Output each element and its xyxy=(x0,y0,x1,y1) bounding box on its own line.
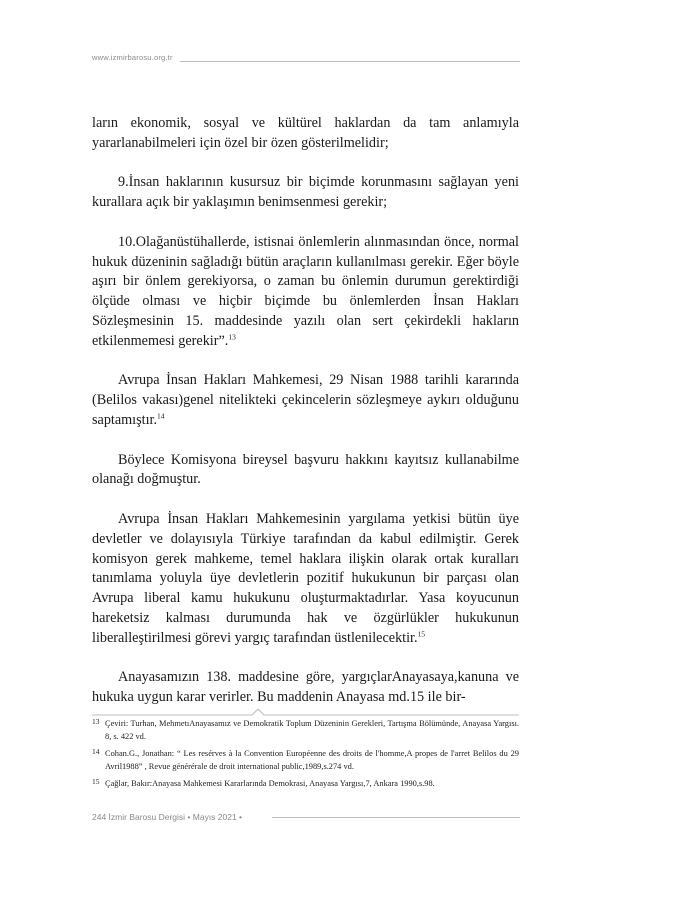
footnote-separator xyxy=(92,707,519,716)
paragraph-text: ların ekonomik, sosyal ve kültürel haklardan da tam anlamıyla yararlanabilmeleri için özel bir özen gösterilmelidir; xyxy=(92,115,519,151)
footnote-text: Çağlar, Bakır:Anayasa Mahkemesi Kararlarında Demokrasi, Anayasa Yargısı,7, Ankara 1990,s.98. xyxy=(105,779,435,788)
footnote-text: Cohan.G., Jonathan: “ Les resérves à la Convention Européenne des droits de l'homme,A propes de l'arret Belilos du 29 Avril1988” , Revue générérale de droit international public,1989,s.274 vd. xyxy=(105,749,519,771)
footnotes xyxy=(92,718,519,796)
paragraph-text: 9.İnsan haklarının kusursuz bir biçimde korunmasını sağlayan yeni kurallara açık bir yaklaşımın benimsenmesi gerekir; xyxy=(92,174,519,211)
paragraph-7 xyxy=(92,668,519,708)
header-rule xyxy=(180,61,520,62)
footer-rule xyxy=(272,817,520,818)
footnote-ref-13: 13 xyxy=(228,332,236,342)
footnote-number: 14 xyxy=(92,747,100,756)
body-text xyxy=(92,114,519,728)
paragraph-1 xyxy=(92,114,519,154)
footnote-14 xyxy=(92,748,519,773)
paragraph-text: Avrupa İnsan Hakları Mahkemesinin yargılama yetkisi bütün üye devletler ve dolayısıyla Türkiye tarafından da kabul edilmiştir. Gerek komisyon gerek mahkeme, temel haklara ilişkin olarak ortak kuralları tanımlama yoluyla üye devletlerin pozitif hukukunun bir parçası olan Avrupa liberal kamu hukukunu oluşturmaktadırlar. Yasa koyucunun hareketsiz kalması durumunda hak ve özgürlükler hukukunun liberalleştirilmesi görevi yargıç tarafından üstlenilecektir. xyxy=(92,510,519,646)
footnote-13 xyxy=(92,718,519,743)
paragraph-text: 10.Olağanüstühallerde, istisnai önlemlerin alınmasından önce, normal hukuk düzeninin sağladığı bütün araçların kullanılması gerekir. Eğer böyle aşırı bir önlem gerekiyorsa, o zaman bu önlemin durumun gerektirdiği ölçüde olması ve hiçbir biçimde bu önlemlerden İnsan Hakları Sözleşmesinin 15. maddesinde yazılı olan sert çekirdekli hakların etkilenmemesi gerekir”. xyxy=(92,233,519,349)
paragraph-text: Anayasamızın 138. maddesine göre, yargıçlarAnayasaya,kanuna ve hukuka uygun karar verirler. Bu maddenin Anayasa md.15 ile bir- xyxy=(92,669,519,706)
paragraph-2 xyxy=(92,173,519,213)
footnote-15 xyxy=(92,778,519,791)
paragraph-6 xyxy=(92,510,519,649)
footnote-number: 13 xyxy=(92,717,100,726)
footnote-ref-15: 15 xyxy=(417,628,426,638)
paragraph-text: Avrupa İnsan Hakları Mahkemesi, 29 Nisan 1988 tarihli kararında (Belilos vakası)genel nitelikteki çekincelerin sözleşmeye aykırı olduğunu saptamıştır. xyxy=(92,372,519,428)
footnote-ref-14: 14 xyxy=(157,411,165,421)
footer-text: 244 İzmir Barosu Dergisi • Mayıs 2021 • xyxy=(92,812,243,822)
paragraph-text: Böylece Komisyona bireysel başvuru hakkını kayıtsız kullanabilme olanağı doğmuştur. xyxy=(92,451,519,488)
header-url: www.izmirbarosu.org.tr xyxy=(92,53,173,62)
footnote-number: 15 xyxy=(92,777,100,786)
paragraph-3 xyxy=(92,233,519,352)
footnote-text: Çeviri: Turhan, MehmetıAnayasamız ve Demokratik Toplum Düzeninin Gerekleri, Tartışma Bölümünde, Anayasa Yargısı. 8, s. 422 vd. xyxy=(105,719,519,741)
paragraph-5 xyxy=(92,451,519,491)
paragraph-4 xyxy=(92,371,519,430)
